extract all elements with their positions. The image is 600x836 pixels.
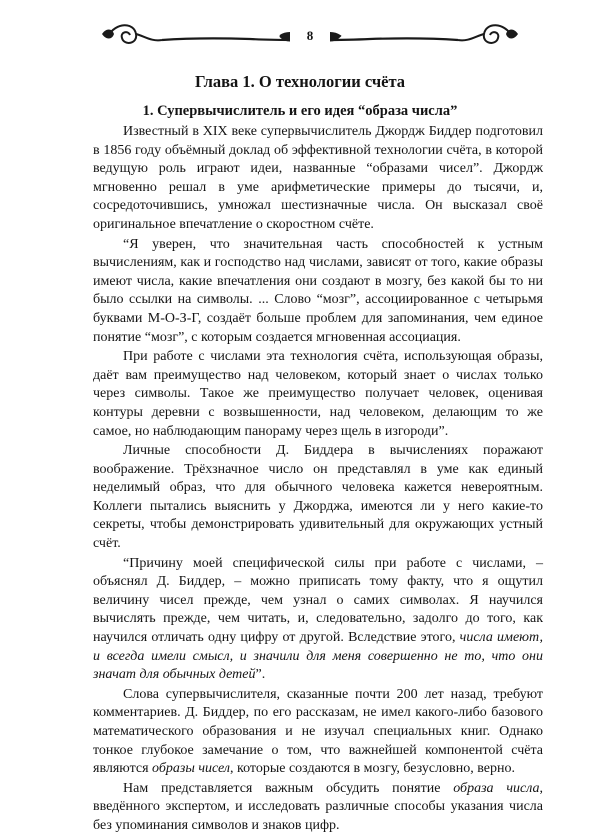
italic-term: образы чисел xyxy=(152,761,230,777)
paragraph-text: , которые создаются в мозгу, безусловно, верно. xyxy=(230,761,515,777)
paragraph-text: Нам представляется важным обсудить понятие xyxy=(123,780,454,796)
paragraph-7 xyxy=(93,780,543,836)
paragraph-5 xyxy=(93,555,543,685)
page-header xyxy=(0,0,600,60)
paragraph-4 xyxy=(93,442,543,554)
paragraph-text: “Я уверен, что значительная часть способностей к устным вычислениям, как и господство над числами, зависят от того, какие образы имеют числа, какие впечатления они создают в мозгу, без какой бы то ни было ссылки на символы. ... Слово “мозг”, ассоциированное с четырьмя буквами М-О-З-Г, создаёт больше проблем для запоминания, чем единое понятие “мозг”, с которым создается мгновенная ассоциация. xyxy=(93,236,543,345)
section-title: 1. Супервычислитель и его идея “образа числа” xyxy=(142,103,458,119)
paragraph-1 xyxy=(93,123,543,235)
italic-term: образа числа xyxy=(453,780,540,796)
paragraph-text: , введённого экспертом, и исследовать различные способы указания числа без упоминания символов и знаков цифр. xyxy=(93,780,543,833)
paragraph-3 xyxy=(93,348,543,441)
paragraph-6 xyxy=(93,686,543,779)
chapter-title: Глава 1. О технологии счёта xyxy=(194,72,406,91)
right-ornament xyxy=(310,14,520,54)
body-text xyxy=(93,123,543,836)
paragraph-text: Слова супервычислителя, сказанные почти 200 лет назад, требуют комментариев. Д. Биддер, по его рассказам, не имел какого-либо базового математического образования и не изучал специальных книг. Однако тонкое глубокое замечание о том, что важнейшей компонентой счёта являются xyxy=(93,686,543,777)
left-ornament xyxy=(100,14,310,54)
paragraph-2 xyxy=(93,236,543,348)
paragraph-text: ”. xyxy=(255,667,266,683)
italic-quote: числа имеют, и всегда имели смысл, и значили для меня совершенно не то, что они значат для обычных детей xyxy=(93,630,543,683)
paragraph-text: “Причину моей специфической силы при работе с числами, – объяснял Д. Биддер, – можно приписать тому факту, что я ощутил величину чисел прежде, чем узнал о самих символах. Я научился вычислять прежде, чем читать, и, следовательно, задолго до того, как научился отличать одну цифру от другой. Вследствие этого, xyxy=(93,555,543,646)
page-number: 8 xyxy=(290,28,330,44)
paragraph-text: При работе с числами эта технология счёта, использующая образы, даёт вам преимущество над человеком, который знает о числах только через символы. Такое же преимущество получает человек, оценивая контуры деревни с возвышенности, над человеком, делающим то же самое, но наблюдающим панораму через щель в изгороди”. xyxy=(93,349,543,439)
paragraph-text: Известный в XIX веке супервычислитель Джордж Биддер подготовил в 1856 году объёмный доклад об эффективной технологии счёта, в которой ведущую роль играют идеи, названные “образами чисел”. Джордж мгновенно решал в уме арифметические примеры до тысячи, и, сосредоточившись, умножал шестизначные числа. Он высказал своё оригинальное впечатление о скоростном счёте. xyxy=(93,124,543,232)
paragraph-text: Личные способности Д. Биддера в вычислениях поражают воображение. Трёхзначное число он представлял в уме как единый неделимый образ, что для обычного человека кажется невероятным. Коллеги пытались выяснить у Джорджа, имеются ли у него какие-то секреты, чтобы демонстрировать удивительный для окружающих устный счёт. xyxy=(93,443,543,552)
